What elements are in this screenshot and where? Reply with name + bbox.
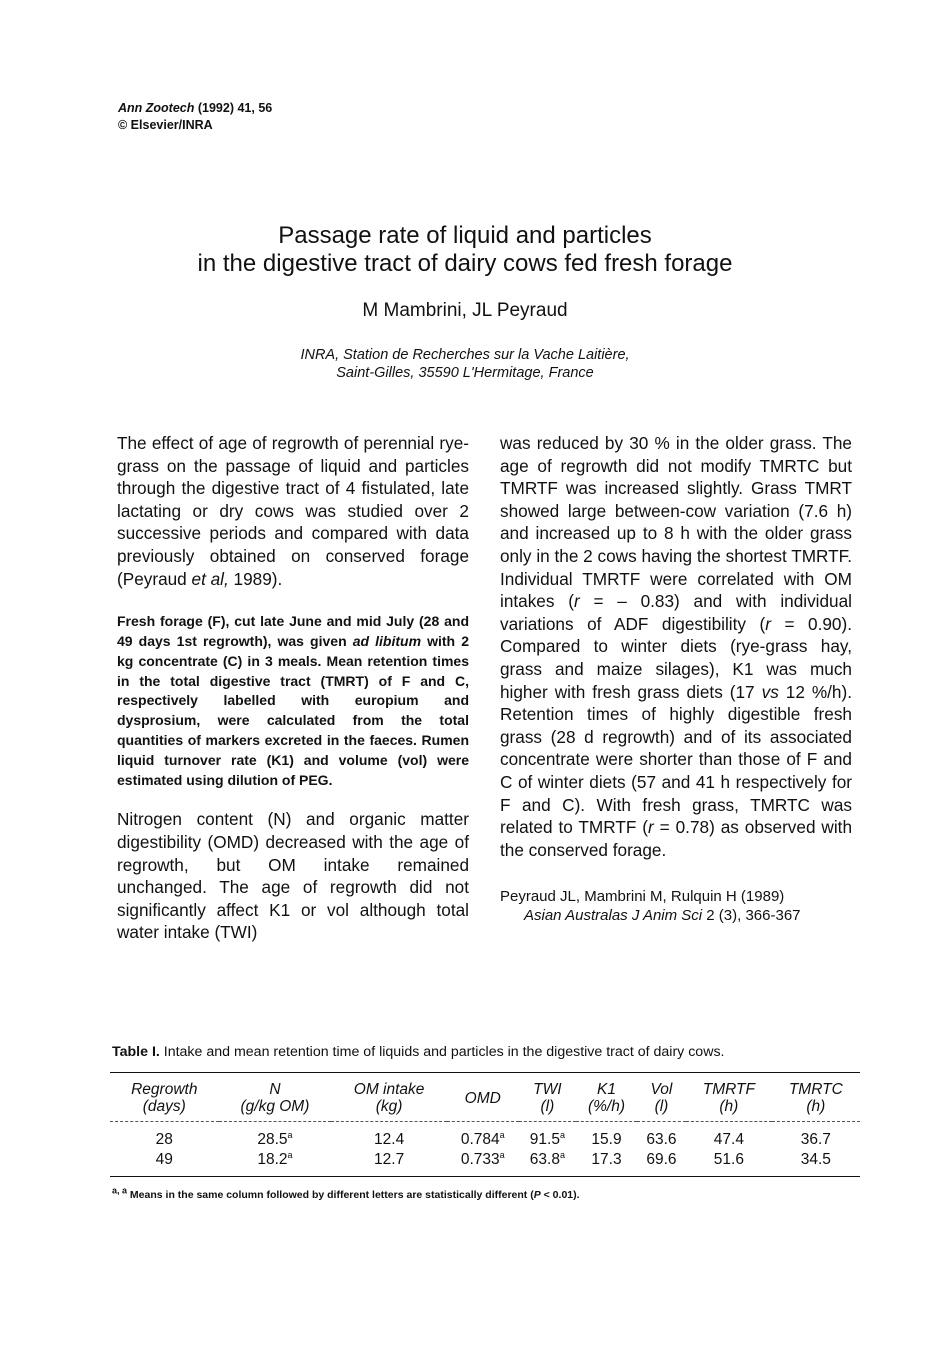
article-title: Passage rate of liquid and particles in the digestive tract of dairy cows fed fresh forage bbox=[197, 222, 733, 277]
abstract-paragraph-1: The effect of age of regrowth of perennial rye-grass on the passage of liquid and particles through the digestive tract of 4 fistulated, late lactating or dry cows was studied over 2 successive periods and compared with data previously obtained on conserved forage (Peyraud et al, 1989). bbox=[117, 433, 469, 589]
table-header-row bbox=[110, 1073, 860, 1122]
column-header: Regrowth (days) bbox=[131, 1081, 198, 1115]
data-table bbox=[110, 1072, 860, 1177]
journal-header bbox=[118, 100, 272, 134]
column-header: K1 (%/h) bbox=[587, 1081, 625, 1115]
column-header: TWI (l) bbox=[533, 1081, 562, 1115]
affiliation: INRA, Station de Recherches sur la Vache Laitière, Saint-Gilles, 35590 L'Hermitage, France bbox=[300, 347, 630, 381]
right-column bbox=[500, 432, 852, 925]
column-header: OMD bbox=[464, 1089, 501, 1107]
results-paragraph-2: was reduced by 30 % in the older grass. The age of regrowth did not modify TMRTC but TMRTF was increased slightly. Grass TMRT showed large between-cow variation (7.6 h) and increased up to 8 h with the older grass only in the 2 cows having the shortest TMRTF. Individual TMRTF were correlated with OM intakes (r = – 0.83) and with individual variations of ADF digestibility (r = 0.90). Compared to winter diets (rye-grass hay, grass and maize silages), K1 was much higher with fresh grass diets (17 vs 12 %/h). Retention times of highly digestible fresh grass (28 d regrowth) and of its associated concentrate were shorter than those of F and C of winter diets (57 and 41 h respectively for F and C). With fresh grass, TMRTC was related to TMRTF (r = 0.78) as observed with the conserved forage. bbox=[500, 433, 852, 860]
table-row: 28 28.5$^a$ 12.4 0.784$^a$ 91.5$^a$ 15.9 63.6 47.4 36.7 bbox=[155, 1129, 831, 1148]
journal-citation: Ann Zootech (1992) 41, 56 bbox=[118, 101, 273, 115]
column-header: TMRTC (h) bbox=[788, 1081, 843, 1115]
left-column bbox=[117, 432, 469, 944]
column-header: TMRTF (h) bbox=[702, 1081, 755, 1115]
reference: Peyraud JL, Mambrini M, Rulquin H (1989) Asian Australas J Anim Sci 2 (3), 366-367 bbox=[500, 888, 801, 925]
table-row: 49 18.2$^a$ 12.7 0.733$^a$ 63.8$^a$ 17.3 69.6 51.6 34.5 bbox=[110, 1149, 860, 1177]
column-header: N (g/kg OM) bbox=[240, 1081, 310, 1115]
column-header: Vol (l) bbox=[650, 1081, 673, 1115]
column-header: OM intake (kg) bbox=[353, 1081, 425, 1115]
methods-paragraph: Fresh forage (F), cut late June and mid July (28 and 49 days 1st regrowth), was given ad libitum with 2 kg concentrate (C) in 3 meals. Mean retention times in the total digestive tract (TMRT) of F and C, respectively labelled with europium and dysprosium, were calculated from the total quantities of markers excreted in the faeces. Rumen liquid turnover rate (K1) and volume (vol) were estimated using dilution of PEG. bbox=[117, 613, 469, 788]
authors: M Mambrini, JL Peyraud bbox=[362, 300, 568, 321]
table-footnote: $^{a, a}$ Means in the same column followed by different letters are statistically different (P < 0.01). bbox=[112, 1185, 580, 1201]
publisher: © Elsevier/INRA bbox=[118, 118, 213, 132]
table-caption: Table I. Intake and mean retention time of liquids and particles in the digestive tract of dairy cows. bbox=[112, 1044, 725, 1060]
results-paragraph-1: Nitrogen content (N) and organic matter digestibility (OMD) decreased with the age of regrowth, but OM intake remained unchanged. The age of regrowth did not significantly affect K1 or vol although total water intake (TWI) bbox=[117, 809, 469, 943]
